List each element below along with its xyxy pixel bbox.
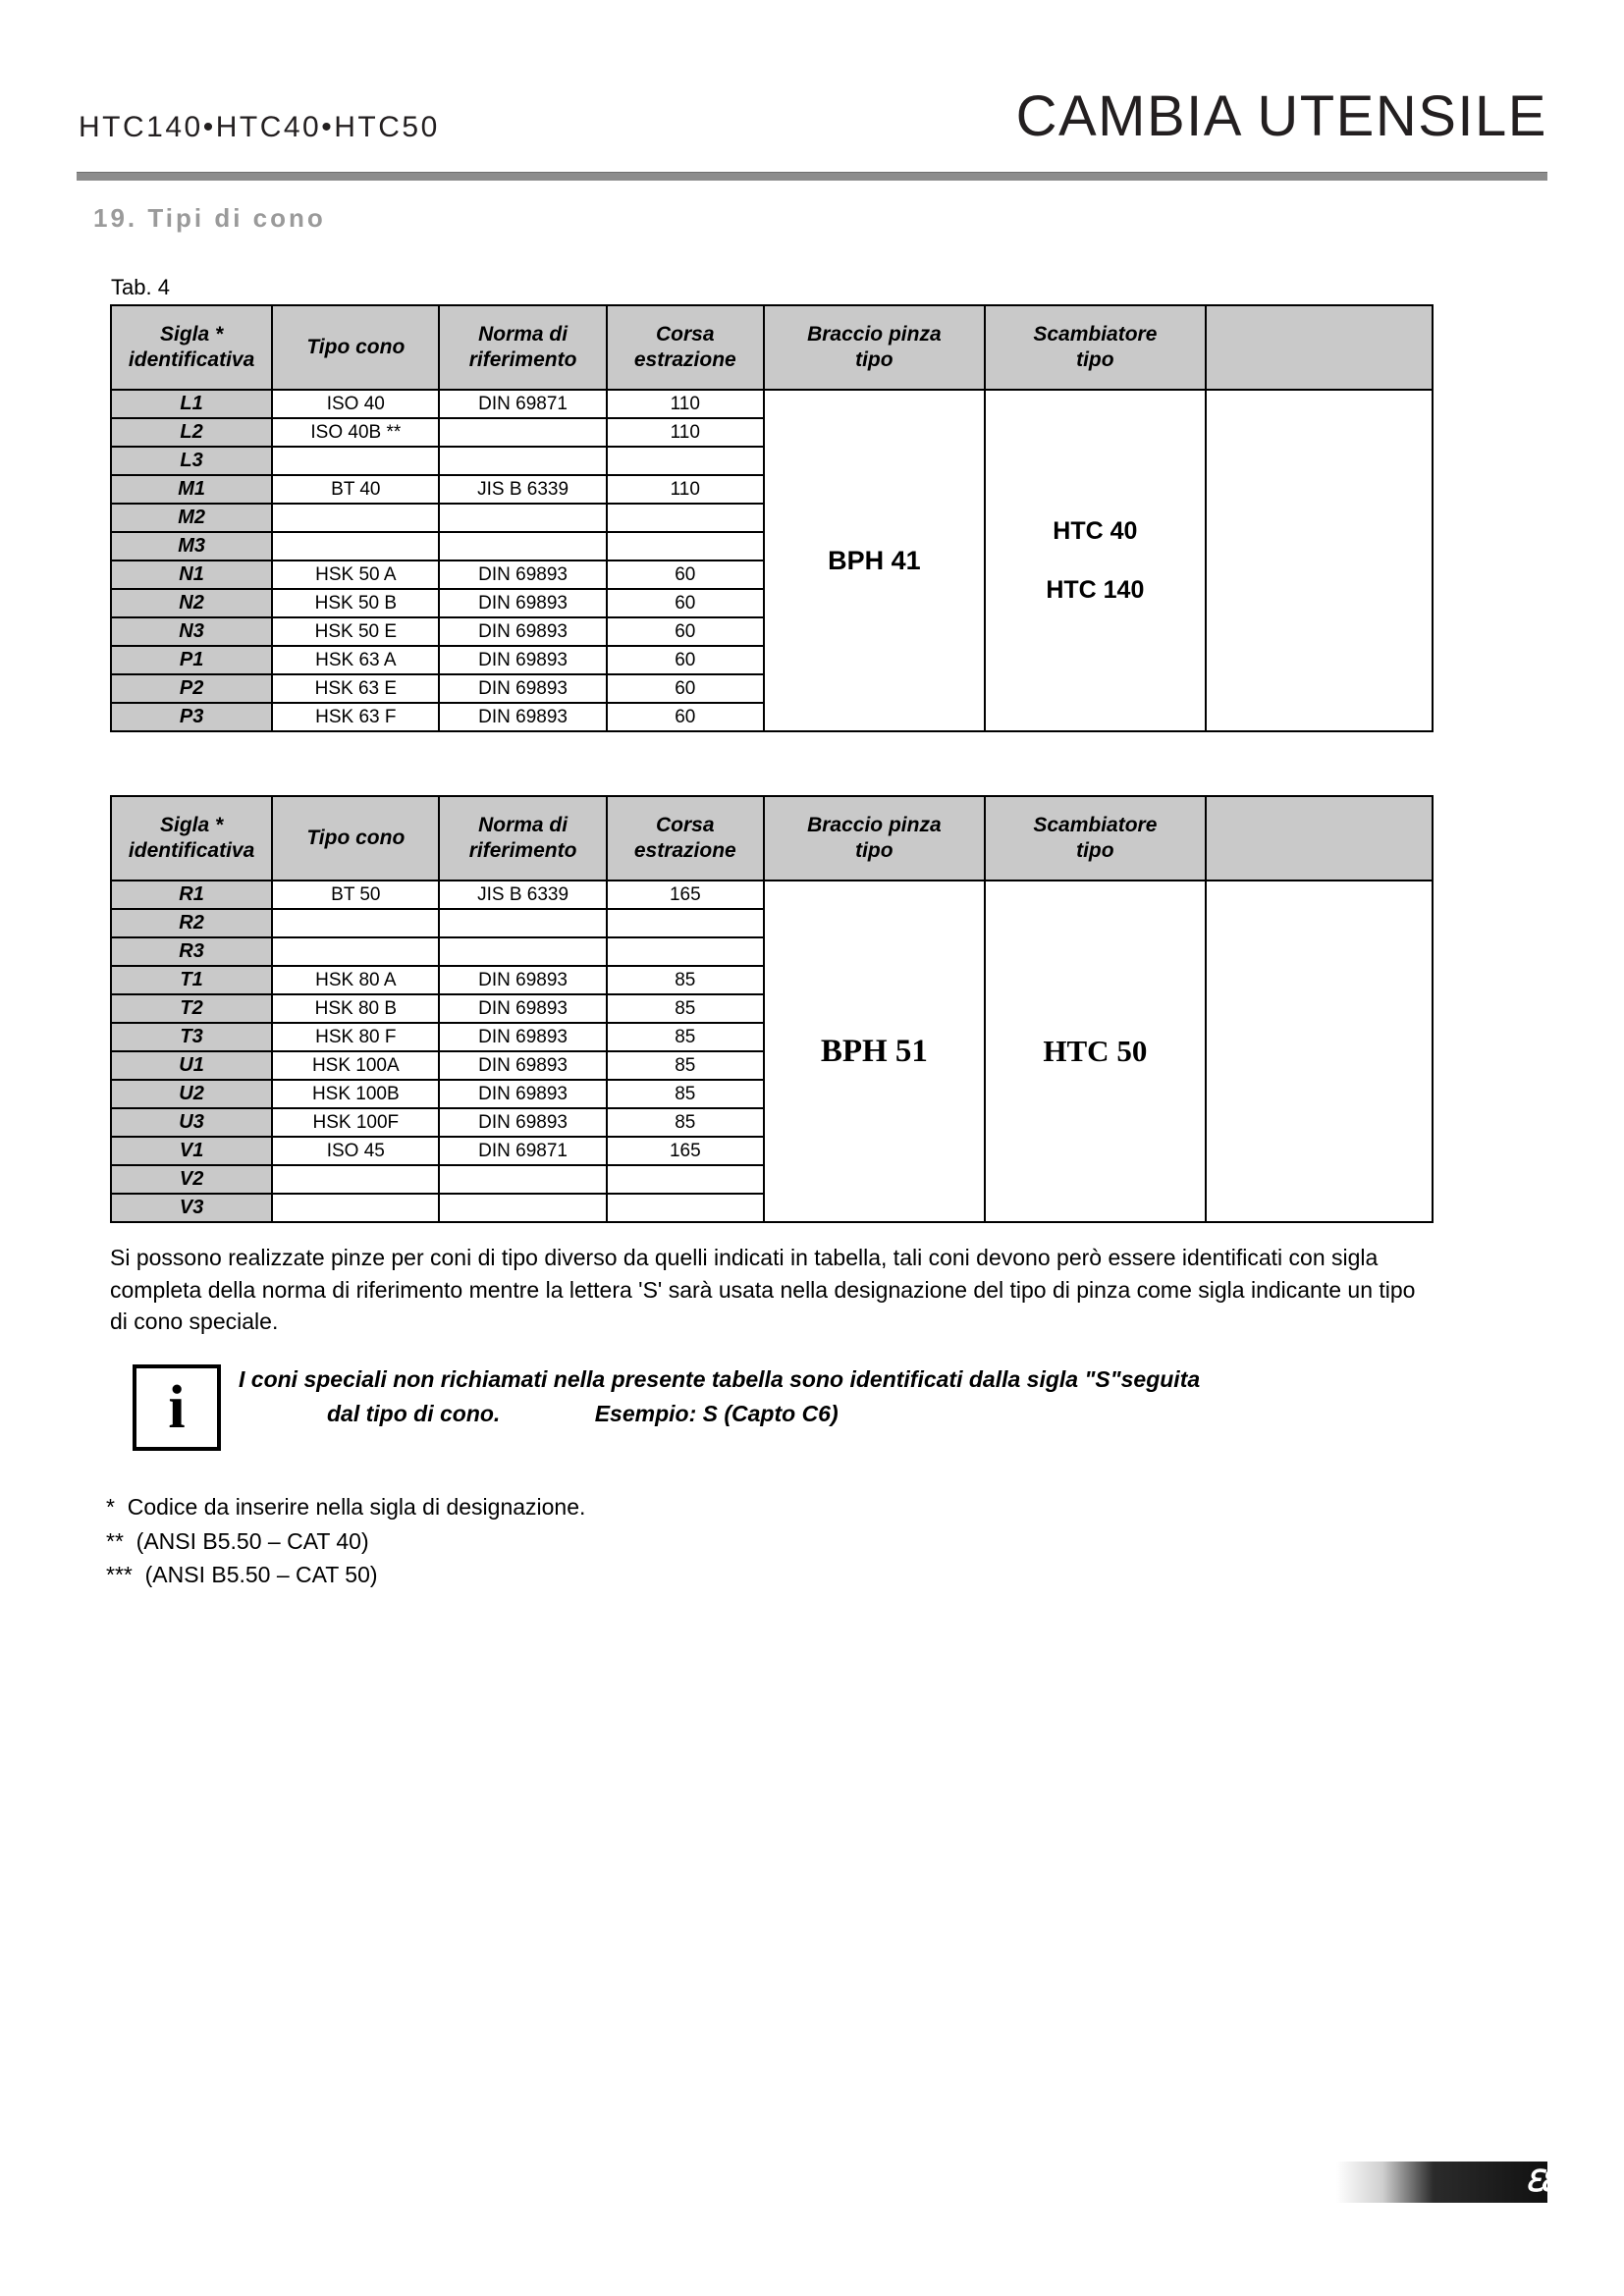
table-row <box>111 881 1433 909</box>
cell-sigla: V2 <box>111 1165 272 1194</box>
footnote-3: *** (ANSI B5.50 – CAT 50) <box>106 1562 378 1587</box>
header-scambiatore-line1: Scambiatore <box>1033 322 1158 346</box>
header-sigla <box>111 305 272 390</box>
cell-norma: DIN 69871 <box>439 1137 606 1165</box>
cell-sigla: N3 <box>111 617 272 646</box>
footnotes <box>106 1490 585 1592</box>
cell-norma <box>439 504 606 532</box>
header-braccio-line2: tipo <box>855 839 893 862</box>
cell-tipo <box>272 1194 439 1222</box>
cell-tipo: HSK 63 E <box>272 674 439 703</box>
cell-norma: DIN 69893 <box>439 1080 606 1108</box>
cell-corsa: 85 <box>607 994 764 1023</box>
page-number: 13 <box>1572 2166 1602 2196</box>
header-norma-line1: Norma di <box>478 813 568 836</box>
cell-sigla: P3 <box>111 703 272 731</box>
page-header <box>0 84 1624 182</box>
cell-sigla: R1 <box>111 881 272 909</box>
cell-sigla: N2 <box>111 589 272 617</box>
cell-corsa: 85 <box>607 1108 764 1137</box>
cell-norma <box>439 1165 606 1194</box>
cell-tipo: ISO 45 <box>272 1137 439 1165</box>
info-icon: i <box>168 1374 186 1441</box>
cone-types-table-1 <box>110 304 1434 732</box>
table-row <box>111 390 1433 418</box>
header-sigla-line2: identificativa <box>128 839 255 862</box>
header-norma-line1: Norma di <box>478 322 568 346</box>
cell-corsa <box>607 1194 764 1222</box>
cell-tipo: HSK 100F <box>272 1108 439 1137</box>
cell-tipo <box>272 504 439 532</box>
note-line-2-wrapper <box>239 1397 1427 1431</box>
cell-corsa: 85 <box>607 966 764 994</box>
cell-tipo: BT 50 <box>272 881 439 909</box>
cell-tipo <box>272 1165 439 1194</box>
header-corsa <box>607 796 764 881</box>
cell-norma: DIN 69893 <box>439 674 606 703</box>
table-caption-1: Tab. 4 <box>111 275 170 299</box>
header-braccio-pinza <box>764 305 985 390</box>
cell-tipo: HSK 63 A <box>272 646 439 674</box>
cell-norma: DIN 69893 <box>439 646 606 674</box>
cell-norma: DIN 69893 <box>439 966 606 994</box>
note-line-2: dal tipo di cono. <box>327 1400 501 1426</box>
cell-sigla: V1 <box>111 1137 272 1165</box>
cell-sigla: T2 <box>111 994 272 1023</box>
cell-norma: JIS B 6339 <box>439 475 606 504</box>
cell-norma: DIN 69893 <box>439 589 606 617</box>
header-scambiatore-line2: tipo <box>1076 348 1114 371</box>
info-box <box>133 1364 221 1451</box>
table-header-row <box>111 305 1433 390</box>
header-braccio-line1: Braccio pinza <box>807 322 942 346</box>
header-corsa-line2: estrazione <box>633 839 736 862</box>
cell-norma <box>439 909 606 937</box>
cell-tipo: HSK 50 E <box>272 617 439 646</box>
cell-norma <box>439 447 606 475</box>
cell-norma: DIN 69893 <box>439 1051 606 1080</box>
cell-scambiatore <box>985 390 1206 731</box>
cell-sigla: T3 <box>111 1023 272 1051</box>
cell-scambiatore: HTC 50 <box>985 881 1206 1222</box>
note-line-1: I coni speciali non richiamati nella presente tabella sono identificati dalla sigla "S"seguita <box>239 1366 1201 1392</box>
cell-sigla: R2 <box>111 909 272 937</box>
header-scambiatore <box>985 796 1206 881</box>
header-sigla-line1: Sigla * <box>159 813 224 836</box>
cell-tipo: HSK 50 B <box>272 589 439 617</box>
cell-tipo: HSK 100B <box>272 1080 439 1108</box>
header-norma-line2: riferimento <box>468 839 577 862</box>
cell-tipo <box>272 447 439 475</box>
company-logo-icon: ℇℇ <box>1525 2165 1553 2198</box>
cell-sigla: L1 <box>111 390 272 418</box>
cone-types-table-2 <box>110 795 1434 1223</box>
cell-corsa: 85 <box>607 1051 764 1080</box>
header-norma-line2: riferimento <box>468 348 577 371</box>
cell-tipo <box>272 532 439 561</box>
header-sigla-line2: identificativa <box>128 348 255 371</box>
header-norma <box>439 305 606 390</box>
cell-tipo <box>272 909 439 937</box>
cell-tipo: HSK 80 F <box>272 1023 439 1051</box>
header-braccio-line2: tipo <box>855 348 893 371</box>
cell-sigla: V3 <box>111 1194 272 1222</box>
footnote-1: * Codice da inserire nella sigla di designazione. <box>106 1494 586 1520</box>
cell-norma <box>439 1194 606 1222</box>
cell-norma: JIS B 6339 <box>439 881 606 909</box>
header-divider <box>77 172 1547 181</box>
cell-corsa <box>607 909 764 937</box>
cell-sigla: P2 <box>111 674 272 703</box>
header-empty <box>1206 305 1433 390</box>
cell-corsa: 60 <box>607 561 764 589</box>
document-code: HTC140•HTC40•HTC50 <box>79 111 440 143</box>
header-corsa <box>607 305 764 390</box>
scambiatore-value-2: HTC 140 <box>1046 576 1145 604</box>
cell-norma: DIN 69893 <box>439 617 606 646</box>
header-scambiatore-line2: tipo <box>1076 839 1114 862</box>
cell-sigla: U1 <box>111 1051 272 1080</box>
header-norma <box>439 796 606 881</box>
cell-sigla: N1 <box>111 561 272 589</box>
cell-corsa: 85 <box>607 1023 764 1051</box>
cell-sigla: M3 <box>111 532 272 561</box>
cell-norma <box>439 532 606 561</box>
section-title: 19. Tipi di cono <box>93 203 326 233</box>
header-scambiatore <box>985 305 1206 390</box>
cell-sigla: M1 <box>111 475 272 504</box>
cell-corsa: 60 <box>607 589 764 617</box>
cell-sigla: L2 <box>111 418 272 447</box>
header-empty <box>1206 796 1433 881</box>
cell-corsa: 85 <box>607 1080 764 1108</box>
cell-sigla: U3 <box>111 1108 272 1137</box>
header-tipo-cono: Tipo cono <box>272 796 439 881</box>
header-braccio-pinza <box>764 796 985 881</box>
cell-norma: DIN 69893 <box>439 994 606 1023</box>
cell-norma: DIN 69871 <box>439 390 606 418</box>
cell-sigla: M2 <box>111 504 272 532</box>
scambiatore-value-1: HTC 40 <box>1053 517 1138 545</box>
header-scambiatore-line1: Scambiatore <box>1033 813 1158 836</box>
cell-corsa: 110 <box>607 475 764 504</box>
note-example: Esempio: S (Capto C6) <box>594 1400 839 1426</box>
footer-bar <box>1336 2162 1547 2203</box>
footnote-2: ** (ANSI B5.50 – CAT 40) <box>106 1527 369 1554</box>
cell-braccio-pinza: BPH 41 <box>764 390 985 731</box>
cell-corsa: 60 <box>607 703 764 731</box>
cell-empty <box>1206 881 1433 1222</box>
cell-tipo: BT 40 <box>272 475 439 504</box>
cell-corsa <box>607 1165 764 1194</box>
cell-corsa <box>607 447 764 475</box>
cell-norma <box>439 418 606 447</box>
header-corsa-line2: estrazione <box>633 348 736 371</box>
cell-sigla: R3 <box>111 937 272 966</box>
cell-tipo <box>272 937 439 966</box>
cell-tipo: HSK 80 A <box>272 966 439 994</box>
cell-tipo: HSK 50 A <box>272 561 439 589</box>
table-header-row <box>111 796 1433 881</box>
cell-tipo: HSK 80 B <box>272 994 439 1023</box>
header-corsa-line1: Corsa <box>656 813 715 836</box>
header-braccio-line1: Braccio pinza <box>807 813 942 836</box>
cell-norma: DIN 69893 <box>439 1108 606 1137</box>
document-title: CAMBIA UTENSILE <box>1015 84 1547 148</box>
cell-norma: DIN 69893 <box>439 561 606 589</box>
cell-tipo: HSK 100A <box>272 1051 439 1080</box>
cell-tipo: ISO 40B ** <box>272 418 439 447</box>
cell-tipo: ISO 40 <box>272 390 439 418</box>
cell-sigla: U2 <box>111 1080 272 1108</box>
cell-corsa: 110 <box>607 418 764 447</box>
header-tipo-cono: Tipo cono <box>272 305 439 390</box>
cell-norma: DIN 69893 <box>439 703 606 731</box>
cell-corsa: 165 <box>607 1137 764 1165</box>
cell-corsa: 60 <box>607 617 764 646</box>
header-sigla-line1: Sigla * <box>159 322 224 346</box>
body-paragraph: Si possono realizzate pinze per coni di tipo diverso da quelli indicati in tabella, tali coni devono però essere identificati con sigla completa della norma di riferimento mentre la lettera 'S' sarà usata nella designazione del tipo di pinza come sigla indicante un tipo di cono speciale. <box>110 1245 1416 1335</box>
cell-corsa <box>607 532 764 561</box>
cell-corsa: 110 <box>607 390 764 418</box>
cell-corsa: 165 <box>607 881 764 909</box>
cell-corsa: 60 <box>607 674 764 703</box>
cell-norma: DIN 69893 <box>439 1023 606 1051</box>
cell-empty <box>1206 390 1433 731</box>
cell-corsa <box>607 937 764 966</box>
cell-sigla: T1 <box>111 966 272 994</box>
cell-sigla: P1 <box>111 646 272 674</box>
cell-tipo: HSK 63 F <box>272 703 439 731</box>
cell-braccio-pinza: BPH 51 <box>764 881 985 1222</box>
cell-norma <box>439 937 606 966</box>
note-text <box>239 1362 1427 1430</box>
header-corsa-line1: Corsa <box>656 322 715 346</box>
header-sigla <box>111 796 272 881</box>
cell-corsa: 60 <box>607 646 764 674</box>
cell-sigla: L3 <box>111 447 272 475</box>
cell-corsa <box>607 504 764 532</box>
